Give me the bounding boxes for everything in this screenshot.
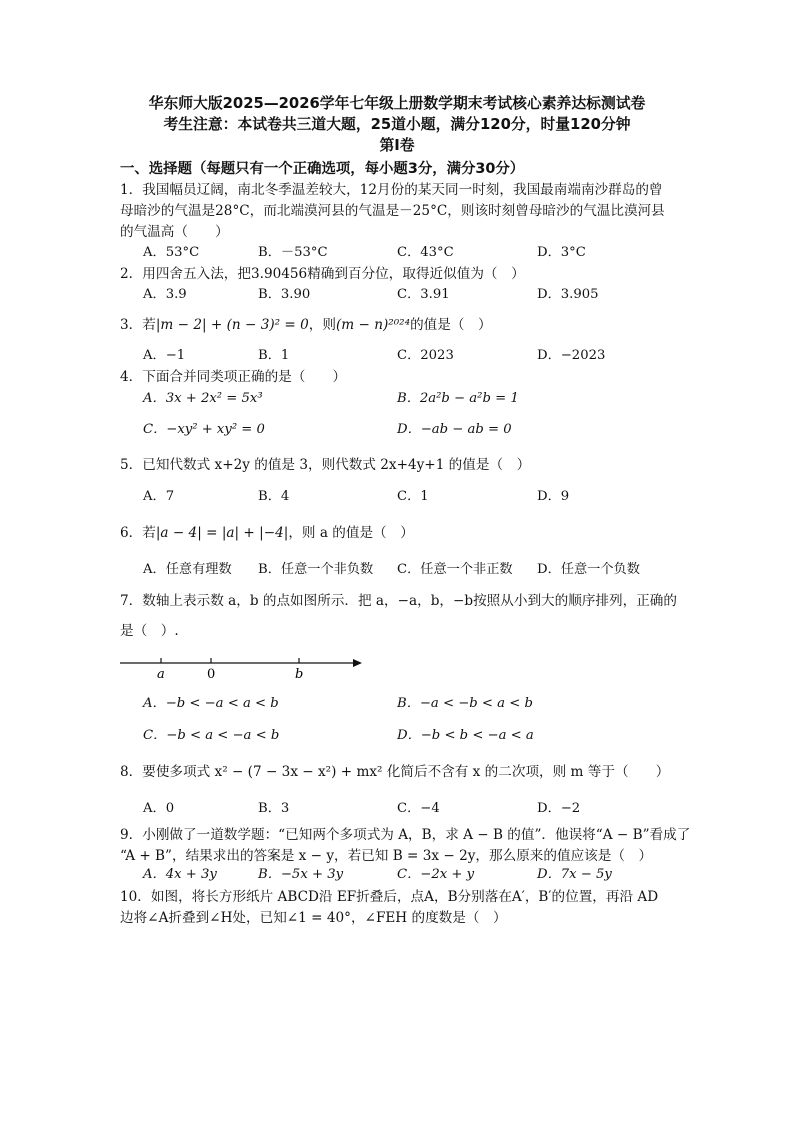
option-b: B．任意一个非负数: [258, 562, 374, 577]
option-c: C．3.91: [397, 287, 450, 302]
axis-label-zero: 0: [207, 667, 216, 682]
question-suffix: 的值是（ ）: [410, 317, 492, 333]
question-text: 9．小刚做了一道数学题：“已知两个多项式为 A，B，求 A − B 的值”．他误将“A − B”看成了: [120, 827, 691, 843]
math-expression: |m − 2| + (n − 3)² = 0: [155, 317, 309, 333]
option-d: D．任意一个负数: [537, 562, 640, 577]
question-mid: ，则: [308, 317, 336, 333]
option-d: D．−2: [537, 801, 581, 816]
exam-title: 华东师大版2025—2026学年七年级上册数学期末考试核心素养达标测试卷: [148, 95, 646, 112]
option-a: A．53°C: [143, 245, 200, 260]
option-a: A．任意有理数: [143, 562, 232, 577]
question-text: 7．数轴上表示数 a，b 的点如图所示．把 a，−a，b，−b按照从小到大的顺序排列，正确的: [120, 593, 677, 609]
option-b: B．3: [258, 801, 290, 816]
question-prefix: 3．若: [120, 317, 156, 333]
option-b: B．－53°C: [258, 245, 328, 260]
option-c: C．1: [397, 489, 429, 504]
option-b: B．3.90: [258, 287, 311, 302]
option-d: D．−b < b < −a < a: [397, 728, 534, 743]
question-prefix: 6．若: [120, 525, 156, 541]
option-b: B．4: [258, 489, 290, 504]
option-b: B．−5x + 3y: [258, 867, 344, 882]
question-text: 10．如图，将长方形纸片 ABCD沿 EF折叠后，点A，B分别落在A′，B′的位置，再沿 AD: [120, 889, 659, 905]
question-suffix: ，则 a 的值是（ ）: [288, 525, 414, 541]
question-text: [120, 524, 414, 542]
option-a: A．4x + 3y: [143, 867, 217, 882]
option-a: A．3x + 2x² = 5x³: [143, 391, 263, 406]
volume-label: 第Ⅰ卷: [379, 137, 415, 154]
math-expression: (m − n)²⁰²⁴: [335, 317, 411, 333]
axis-label-b: b: [295, 667, 304, 682]
option-a: A．−1: [143, 348, 186, 363]
option-c: C．2023: [397, 348, 454, 363]
number-line-figure: [118, 652, 368, 682]
option-c: C．43°C: [397, 245, 454, 260]
arrow-head-icon: [353, 659, 362, 667]
option-d: D．7x − 5y: [537, 867, 612, 882]
question-text: 4．下面合并同类项正确的是（ ）: [120, 369, 347, 385]
option-a: A．3.9: [143, 287, 187, 302]
question-text: 边将∠A折叠到∠H处，已知∠1 = 40°，∠FEH 的度数是（ ）: [120, 910, 507, 926]
axis-label-a: a: [157, 667, 165, 682]
option-c: C．任意一个非正数: [397, 562, 513, 577]
question-text: 1．我国幅员辽阔，南北冬季温差较大，12月份的某天同一时刻，我国最南端南沙群岛的曾: [120, 182, 663, 198]
question-text: “A + B”，结果求出的答案是 x − y，若已知 B = 3x − 2y，那么原来的值应该是（ ）: [120, 848, 653, 864]
option-a: A．0: [143, 801, 175, 816]
option-d: D．3.905: [537, 287, 599, 302]
option-d: D．−2023: [537, 348, 606, 363]
question-text: 是（ ）.: [120, 623, 179, 639]
question-text: 2．用四舍五入法，把3.90456精确到百分位，取得近似值为（ ）: [120, 266, 525, 282]
math-expression: |a − 4| = |a| + |−4|: [155, 525, 289, 541]
exam-notice: 考生注意：本试卷共三道大题，25道小题，满分120分，时量120分钟: [163, 116, 631, 133]
option-d: D．−ab − ab = 0: [397, 422, 512, 437]
section-title: 一、选择题（每题只有一个正确选项，每小题3分，满分30分）: [120, 161, 525, 177]
option-d: D．9: [537, 489, 570, 504]
question-text: 5．已知代数式 x+2y 的值是 3，则代数式 2x+4y+1 的值是（ ）: [120, 457, 531, 473]
option-b: B．1: [258, 348, 290, 363]
option-d: D．3°C: [537, 245, 586, 260]
option-a: A．7: [143, 489, 175, 504]
option-b: B．2a²b − a²b = 1: [397, 391, 519, 406]
option-a: A．−b < −a < a < b: [143, 696, 279, 711]
question-text: 8．要使多项式 x² − (7 − 3x − x²) + mx² 化简后不含有 x 的二次项，则 m 等于（ ）: [120, 764, 670, 780]
option-c: C．−4: [397, 801, 440, 816]
option-c: C．−xy² + xy² = 0: [143, 422, 265, 437]
option-c: C．−2x + y: [397, 867, 475, 882]
question-text: [120, 316, 492, 334]
question-text: 的气温高（ ）: [120, 224, 229, 240]
question-text: 母暗沙的气温是28°C，而北端漠河县的气温是－25°C，则该时刻曾母暗沙的气温比漠河县: [120, 203, 665, 219]
option-b: B．−a < −b < a < b: [397, 696, 533, 711]
option-c: C．−b < a < −a < b: [143, 728, 280, 743]
